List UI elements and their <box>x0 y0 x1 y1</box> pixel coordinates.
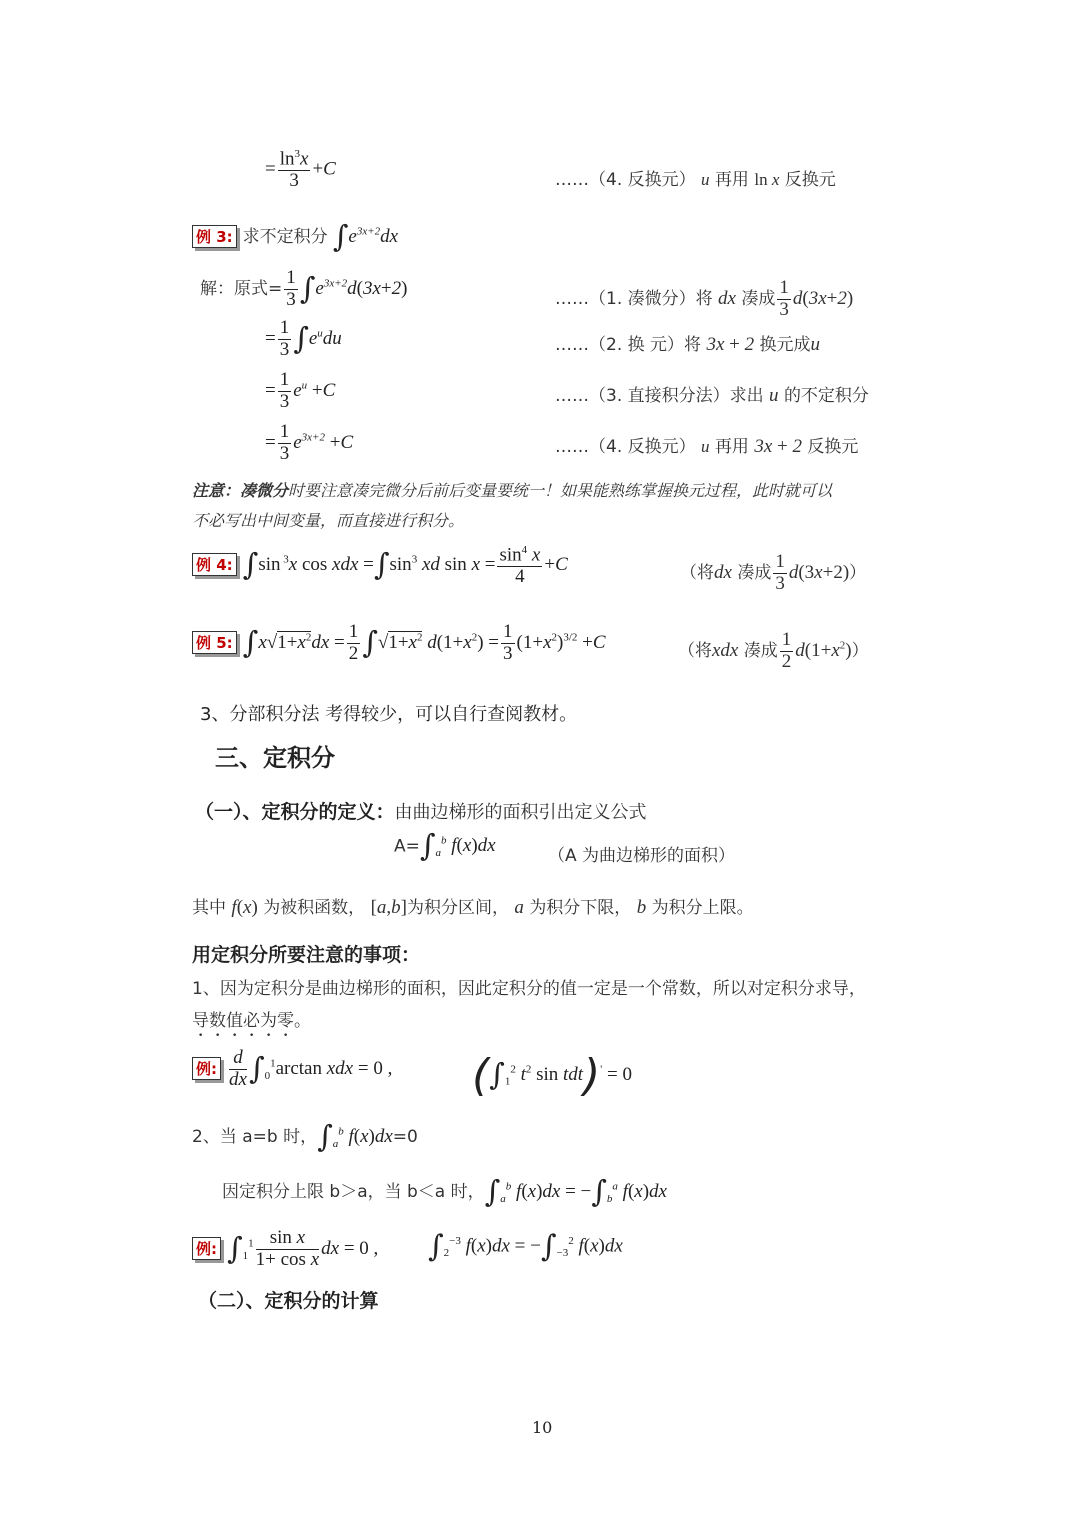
example-5-hint: （将xdx 凑成 $\frac{1}{2}$ $d(1+x^2)$） <box>678 629 869 672</box>
example-derivative: 例: $\frac{d}{dx}$ $\int_0^1\arctan$ xdx = 0 , <box>192 1048 392 1091</box>
solution-line-1: 解：原式= $\frac{1}{3}$ $\int e^{3x+2}d(3x+2)$ <box>200 267 408 310</box>
item-2-reverse: 因定积分上限 b＞a，当 b＜a 时，$\int_a^b$ $f(x)dx = -\int_b^a$ f(x)dx <box>222 1174 667 1210</box>
example-label: 例 3: <box>192 225 237 248</box>
section-title: 三、定积分 <box>215 744 335 772</box>
solution-line-3: = $\frac{1}{3}$ $e^u +C$ <box>265 369 336 412</box>
example-4: 例 4: ∫sin $^3$x cos xdx $=\int\sin^3$ xd sin x = $\frac{\sin^4 x}{4}$ +C <box>192 544 568 588</box>
section3-item: 3、分部积分法 考得较少，可以自行查阅教材。 <box>200 704 578 725</box>
example-derivative-2: ($\int_1^2$ $t^2$ sin tdt)' = 0 <box>472 1050 632 1101</box>
example-label: 例: <box>192 1237 221 1260</box>
definition-note: （A 为曲边梯形的面积） <box>548 846 736 866</box>
step-note-b4: ……（4. 反换元） u 再用 3x + 2 反换元 <box>555 436 859 457</box>
formula-ln-result: = $\frac{\ln^3x}{3}$ +C <box>265 148 336 192</box>
example-label: 例 5: <box>192 631 237 654</box>
notes-heading: 用定积分所要注意的事项： <box>192 944 421 966</box>
note-block: 注意：凑微分时要注意凑完微分后前后变量要统一！如果能熟练掌握换元过程，此时就可以 不必写出中间变量，而直接进行积分。 <box>192 481 833 530</box>
where-line: 其中 f(x) 为被积函数， [a,b]为积分区间， a 为积分下限， b 为积分上限。 <box>192 897 754 918</box>
definition-formula: $A=\int_a^b$ f(x)dx <box>394 829 496 864</box>
page-number: 10 <box>532 1418 553 1437</box>
example-label: 例: <box>192 1057 221 1080</box>
step-note-b3: ……（3. 直接积分法）求出 u 的不定积分 <box>555 385 869 406</box>
step-note-b1: ……（1. 凑微分）将 dx 凑成 $\frac{1}{3}$ d(3x+2) <box>555 277 854 320</box>
subsection-2-heading: （二）、定积分的计算 <box>198 1290 379 1312</box>
item-2: 2、当 a=b 时，$\int_a^b$ f(x)dx=0 <box>192 1119 418 1155</box>
example-zero-2: $\int_2^{-3}$ $f(x)dx = -\int_{-3}^2$ f(x)dx <box>428 1229 623 1264</box>
solution-line-4: = $\frac{1}{3}$ $e^{3x+2} +C$ <box>265 421 354 464</box>
step-note-b2: ……（2. 换 元）将 3x + 2 换元成u <box>555 334 820 355</box>
example-label: 例 4: <box>192 553 237 576</box>
example-4-hint: （将dx 凑成 $\frac{1}{3}$ d(3x+2)） <box>680 551 867 594</box>
example-zero: 例: $\int_1^1$ $\frac{\text{sin x}}{\text{1+ cos x}}$ dx = 0 , <box>192 1228 378 1271</box>
example-3: 例 3: 求不定积分 $\int e^{3x+2}dx$ <box>192 222 398 253</box>
definition-line: （一）、定积分的定义：由曲边梯形的面积引出定义公式 <box>195 801 647 823</box>
step-note-a4: ……（4. 反换元） u 再用 ln x 反换元 <box>555 170 836 190</box>
solution-line-2: = $\frac{1}{3}$ $\int e^udu$ <box>265 317 342 360</box>
example-5: 例 5: $\int x√1+x^2dx$ = $\frac{1}{2}$ $\int√1+x^2$ $d(1+x^2)$ = $\frac{1}{3}$ $(1+x^2)^{3/2} +C$ <box>192 622 606 665</box>
item-1: 1、因为定积分是曲边梯形的面积，因此定积分的值一定是一个常数，所以对定积分求导， 导数值必为零。 <box>192 979 866 1031</box>
